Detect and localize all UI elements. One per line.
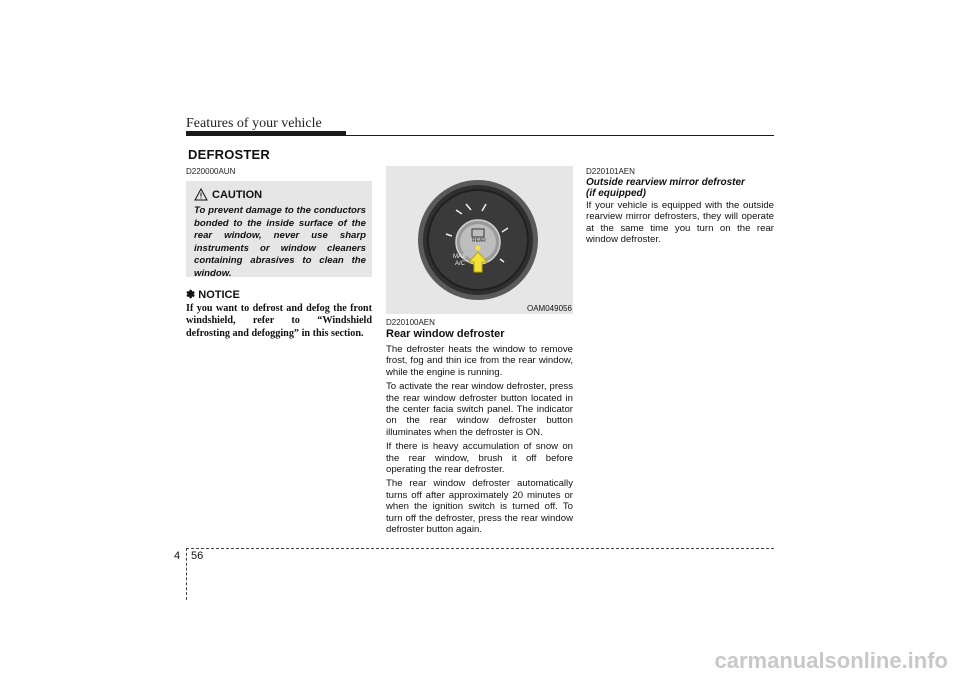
header-rule (186, 135, 774, 136)
knob-max-label: MAX (453, 254, 467, 260)
footer-vertical-rule (186, 548, 187, 600)
mirror-defroster-title-text: Outside rearview mirror defroster (586, 177, 745, 188)
rear-defroster-code: D220100AEN (386, 318, 435, 327)
caution-text: To prevent damage to the conductors bonded to the inside surface of the rear window, never use sharp instruments or window cleaners containing abrasives to clean the window. (194, 205, 366, 279)
footer-rule (186, 548, 774, 549)
defroster-knob-figure (386, 166, 573, 314)
rear-defroster-body (386, 344, 573, 539)
warning-triangle-icon (194, 188, 208, 206)
rear-defroster-paragraph: The defroster heats the window to remove frost, fog and thin ice from the rear window, while the engine is running. (386, 344, 573, 378)
watermark: carmanualsonline.info (714, 648, 948, 673)
chapter-number: 4 (174, 550, 181, 562)
notice-text: If you want to defrost and defog the front windshield, refer to “Windshield defrosting and defogging” in this section. (186, 303, 372, 339)
knob-ac-label: A/C (455, 261, 466, 267)
section-title: DEFROSTER (188, 147, 270, 162)
mirror-defroster-code: D220101AEN (586, 167, 635, 176)
page-number: 56 (191, 550, 204, 562)
knob-rear-label: REAR (472, 238, 486, 244)
figure-code: OAM049056 (527, 304, 572, 313)
mirror-defroster-title (586, 177, 774, 200)
notice-title: ✽ NOTICE (186, 289, 240, 301)
rear-defroster-paragraph: To activate the rear window defroster, press the rear window defroster button located in the center facia switch panel. The indicator on the rear window defroster button illuminates when the defroster is ON. (386, 381, 573, 438)
rear-defroster-paragraph: If there is heavy accumulation of snow on the rear window, brush it off before operating the rear defroster. (386, 441, 573, 476)
section-code: D220000AUN (186, 167, 236, 176)
rear-defroster-title: Rear window defroster (386, 328, 505, 340)
caution-box (186, 181, 372, 277)
header-title: Features of your vehicle (186, 116, 322, 131)
mirror-defroster-text: If your vehicle is equipped with the outside rearview mirror defrosters, they will operate at the same time you turn on the rear window defroster. (586, 200, 774, 246)
mirror-defroster-subtitle: (if equipped) (586, 188, 646, 200)
caution-heading: CAUTION (212, 189, 263, 201)
rear-defroster-paragraph: The rear window defroster automatically turns off after approximately 20 minutes or when the ignition switch is turned off. To turn off the defroster, press the rear window defroster button again. (386, 478, 573, 536)
